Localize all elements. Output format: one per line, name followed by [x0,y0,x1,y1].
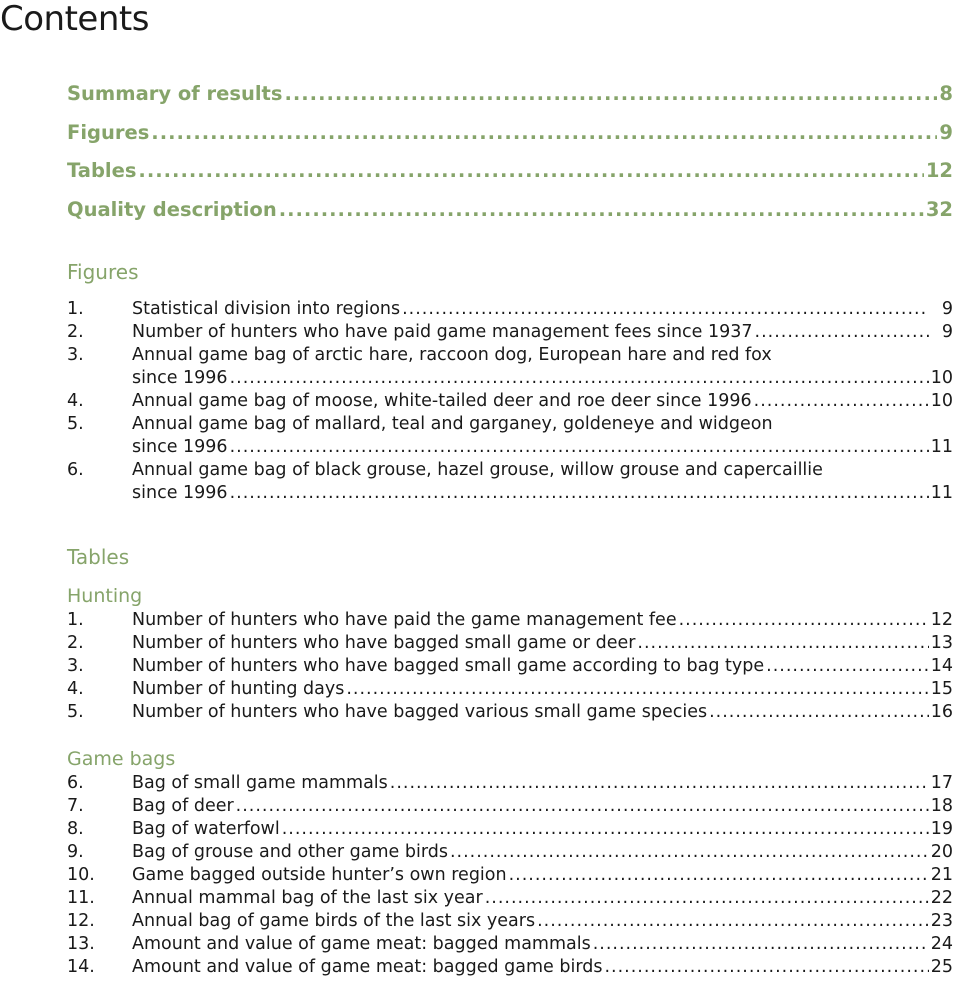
entry-title-cont: since 1996 [132,437,228,457]
entry-title-cont: since 1996 [132,368,228,388]
tables-heading: Tables [67,545,130,569]
entry-page: 10 [930,368,953,388]
entry-number: 14. [67,957,95,977]
figure-entry-4[interactable] [67,390,953,413]
entry-page: 9 [941,322,953,342]
table-entry-10[interactable] [67,864,953,887]
dot-leader [537,910,929,933]
main-toc [67,82,953,236]
dot-leader [450,841,929,864]
dot-leader [346,678,928,701]
entry-title: Amount and value of game meat: bagged mammals [132,934,591,954]
entry-number: 8. [67,819,84,839]
entry-title: Annual game bag of black grouse, hazel grouse, willow grouse and capercaillie [132,460,823,480]
entry-number: 3. [67,345,84,365]
dot-leader [485,887,929,910]
table-entry-14[interactable] [67,956,953,979]
entry-number: 4. [67,679,84,699]
dot-leader [509,864,929,887]
entry-number: 5. [67,414,84,434]
figure-entry-2[interactable] [67,321,953,344]
dot-leader [637,632,928,655]
table-entry-7[interactable] [67,795,953,818]
entry-page: 9 [941,299,953,319]
entry-page: 15 [930,679,953,699]
entry-number: 4. [67,391,84,411]
dot-leader [593,933,929,956]
table-entry-9[interactable] [67,841,953,864]
toc-label: Quality description [67,197,277,221]
entry-title: Bag of grouse and other game birds [132,842,448,862]
entry-title-cont: since 1996 [132,483,228,503]
entry-number: 3. [67,656,84,676]
toc-entry-figures[interactable] [67,121,953,160]
entry-title: Number of hunting days [132,679,345,699]
entry-page: 22 [930,888,953,908]
entry-title: Annual mammal bag of the last six year [132,888,483,908]
entry-number: 11. [67,888,95,908]
table-entry-11[interactable] [67,887,953,910]
entry-page: 12 [930,610,953,630]
figure-entry-6[interactable] [67,459,953,505]
toc-entry-quality[interactable] [67,198,953,237]
entry-title: Annual bag of game birds of the last six years [132,911,536,931]
entry-title: Number of hunters who have bagged small game according to bag type [132,656,765,676]
dot-leader [754,390,929,413]
entry-page: 14 [930,656,953,676]
entry-page: 23 [930,911,953,931]
entry-page: 13 [930,633,953,653]
entry-number: 13. [67,934,95,954]
page-title: Contents [0,0,149,39]
entry-number: 7. [67,796,84,816]
figures-heading: Figures [67,260,139,284]
hunting-heading: Hunting [67,585,143,607]
figure-entry-5[interactable] [67,413,953,459]
dot-leader [236,795,929,818]
figure-entry-1[interactable] [67,298,953,321]
entry-page: 18 [930,796,953,816]
hunting-tables-list [67,609,953,724]
entry-number: 2. [67,322,84,342]
toc-label: Figures [67,120,150,144]
entry-number: 6. [67,460,84,480]
entry-number: 1. [67,299,84,319]
dot-leader [279,198,924,221]
entry-title: Bag of waterfowl [132,819,280,839]
dot-leader [402,298,929,321]
toc-label: Summary of results [67,82,283,105]
toc-entry-tables[interactable] [67,159,953,198]
entry-title: Number of hunters who have paid game management fees since 1937 [132,322,753,342]
table-entry-5[interactable] [67,701,953,724]
dot-leader [679,609,929,632]
entry-page: 11 [930,483,953,503]
figure-entry-3[interactable] [67,344,953,390]
table-entry-12[interactable] [67,910,953,933]
toc-label: Tables [67,159,137,183]
entry-page: 24 [930,934,953,954]
toc-page: 12 [925,159,953,183]
entry-title: Annual game bag of mallard, teal and garganey, goldeneye and widgeon [132,414,773,434]
entry-title: Number of hunters who have bagged small game or deer [132,633,636,653]
table-entry-13[interactable] [67,933,953,956]
dot-leader [138,159,923,182]
entry-title: Number of hunters who have bagged various small game species [132,702,708,722]
table-entry-1[interactable] [67,609,953,632]
entry-title: Amount and value of game meat: bagged game birds [132,957,603,977]
entry-page: 19 [930,819,953,839]
table-entry-4[interactable] [67,678,953,701]
dot-leader [284,82,937,105]
entry-page: 10 [930,391,953,411]
entry-page: 17 [930,773,953,793]
toc-page: 8 [939,82,953,105]
dot-leader [766,655,929,678]
entry-number: 10. [67,865,95,885]
dot-leader [709,701,929,724]
game-bags-tables-list [67,772,953,979]
dot-leader [390,772,929,795]
entry-page: 16 [930,702,953,722]
entry-page: 11 [930,437,953,457]
dot-leader [230,436,929,459]
entry-page: 20 [930,842,953,862]
table-entry-3[interactable] [67,655,953,678]
dot-leader [604,956,928,979]
entry-page: 21 [930,865,953,885]
toc-page: 9 [939,120,953,144]
dot-leader [755,321,929,344]
table-entry-8[interactable] [67,818,953,841]
dot-leader [151,121,937,144]
entry-title: Bag of small game mammals [132,773,388,793]
entry-title: Annual game bag of arctic hare, raccoon dog, European hare and red fox [132,345,772,365]
entry-title: Number of hunters who have paid the game management fee [132,610,677,630]
dot-leader [282,818,929,841]
entry-title: Game bagged outside hunter’s own region [132,865,507,885]
entry-number: 2. [67,633,84,653]
entry-number: 12. [67,911,95,931]
entry-title: Bag of deer [132,796,234,816]
table-entry-2[interactable] [67,632,953,655]
game-bags-heading: Game bags [67,748,176,770]
toc-page: 32 [925,197,953,221]
entry-number: 9. [67,842,84,862]
dot-leader [230,367,929,390]
entry-number: 1. [67,610,84,630]
entry-page: 25 [930,957,953,977]
figures-list [67,298,953,505]
entry-number: 5. [67,702,84,722]
toc-entry-summary[interactable] [67,82,953,121]
entry-title: Statistical division into regions [132,299,401,319]
dot-leader [230,482,929,505]
entry-title: Annual game bag of moose, white-tailed deer and roe deer since 1996 [132,391,752,411]
entry-number: 6. [67,773,84,793]
table-entry-6[interactable] [67,772,953,795]
